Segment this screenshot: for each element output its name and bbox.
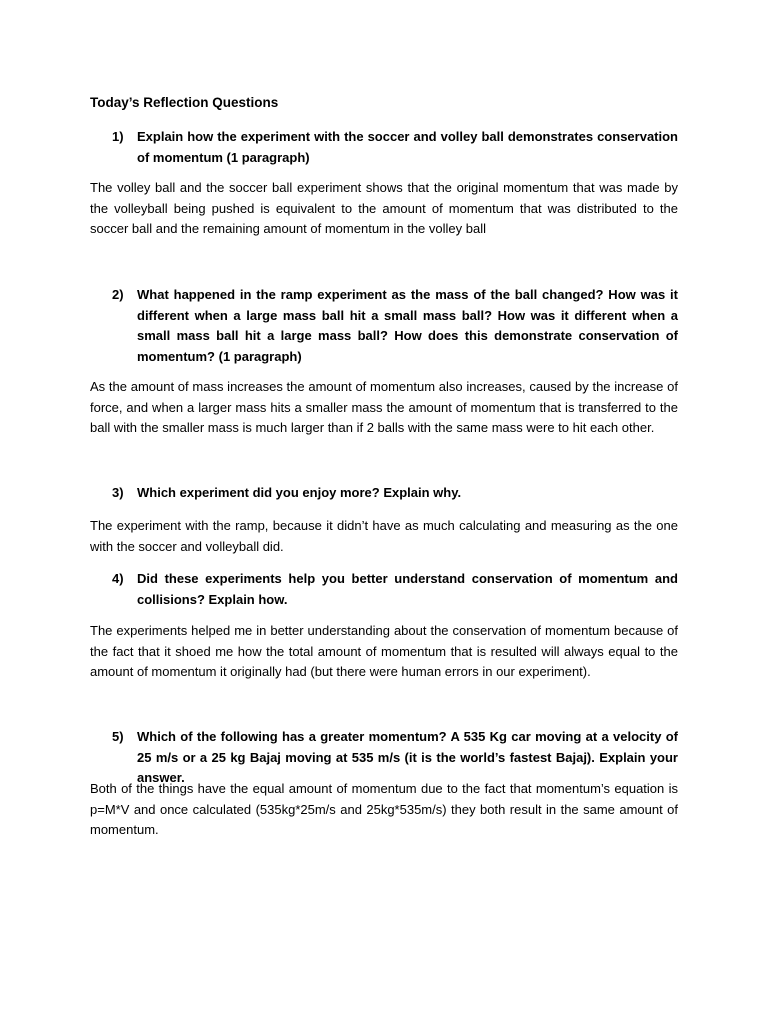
question-number: 4) bbox=[112, 571, 124, 586]
question-3 bbox=[112, 483, 678, 504]
question-text: Which experiment did you enjoy more? Explain why. bbox=[137, 485, 462, 500]
question-number: 2) bbox=[112, 287, 124, 302]
question-number: 1) bbox=[112, 129, 124, 144]
document-title: Today’s Reflection Questions bbox=[90, 95, 279, 110]
question-number: 3) bbox=[112, 485, 124, 500]
question-text: Explain how the experiment with the soccer and volley ball demonstrates conservation of momentum (1 paragraph) bbox=[137, 129, 678, 165]
answer-5: Both of the things have the equal amount of momentum due to the fact that momentum’s equation is p=M*V and once calculated (535kg*25m/s and 25kg*535m/s) they both result in the same amount of momentum. bbox=[90, 781, 678, 837]
answer-1: The volley ball and the soccer ball experiment shows that the original momentum that was made by the volleyball being pushed is equivalent to the amount of momentum that was distributed to the soccer ball and the remaining amount of momentum in the volley ball bbox=[90, 180, 678, 236]
answer-4: The experiments helped me in better understanding about the conservation of momentum because of the fact that it shoed me how the total amount of momentum that is resulted will always equal to the amount of momentum it originally had (but there were human errors in our experiment). bbox=[90, 623, 678, 679]
question-4 bbox=[112, 569, 678, 610]
question-number: 5) bbox=[112, 729, 124, 744]
question-text: Which of the following has a greater momentum? A 535 Kg car moving at a velocity of 25 m/s or a 25 kg Bajaj moving at 535 m/s (it is the world’s fastest Bajaj). Explain your answer. bbox=[137, 729, 678, 785]
question-1 bbox=[112, 127, 678, 168]
question-text: Did these experiments help you better understand conservation of momentum and collisions? Explain how. bbox=[137, 571, 678, 607]
question-2 bbox=[112, 285, 678, 367]
question-text: What happened in the ramp experiment as the mass of the ball changed? How was it different when a large mass ball hit a small mass ball? How was it different when a small mass ball hit a large mass ball? How does this demonstrate conservation of momentum? (1 paragraph) bbox=[137, 287, 678, 364]
answer-3: The experiment with the ramp, because it didn’t have as much calculating and measuring as the one with the soccer and volleyball did. bbox=[90, 518, 678, 554]
answer-2: As the amount of mass increases the amount of momentum also increases, caused by the increase of force, and when a larger mass hits a smaller mass the amount of momentum that is transferred to the ball with the smaller mass is much larger than if 2 balls with the same mass were to hit each other. bbox=[90, 379, 678, 435]
